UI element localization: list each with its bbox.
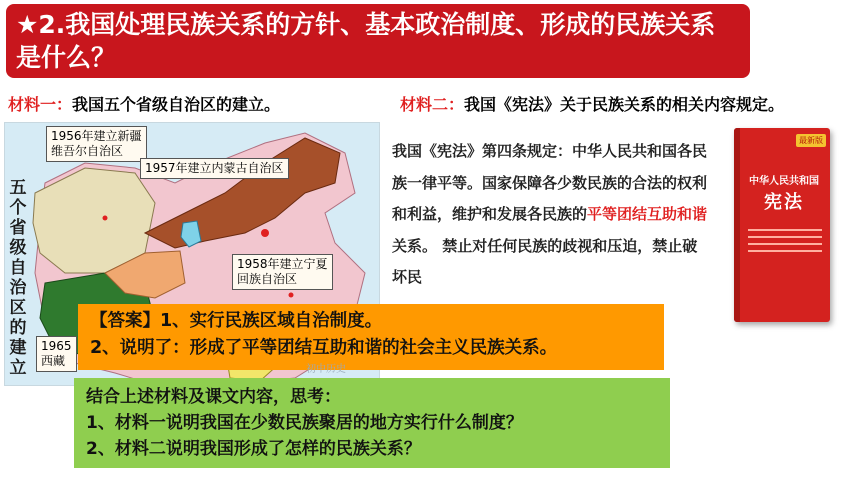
ningxia-callout-line1: 1958年建立宁夏 <box>237 257 328 271</box>
xinjiang-callout-line2: 维吾尔自治区 <box>51 144 124 158</box>
capital-marker <box>261 229 269 237</box>
slide-title: ★2.我国处理民族关系的方针、基本政治制度、形成的民族关系是什么？ <box>6 4 750 78</box>
constitution-text <box>392 136 708 294</box>
think-box <box>74 378 670 468</box>
ningxia-callout-line2: 回族自治区 <box>237 272 298 286</box>
ningxia-callout <box>232 254 333 290</box>
answer-line2: 2、说明了：形成了平等团结互助和谐的社会主义民族关系。 <box>90 338 558 358</box>
material2-prefix: 材料二： <box>400 95 465 114</box>
constitution-book-cover <box>734 128 830 322</box>
watermark: 初中历史 <box>306 364 346 375</box>
constitution-text-before: 我国《宪法》第四条规定：中华人民共和国各民族一律平等。国家保障各少数民族的合法的权利和利益，维护和发展各民族的 <box>392 142 708 223</box>
city-marker <box>289 293 294 298</box>
material2-label <box>400 92 784 115</box>
answer-line1: 【答案】1、实行民族区域自治制度。 <box>90 311 383 331</box>
xizang-callout-line1: 1965 <box>41 339 72 353</box>
constitution-text-after: 关系。 禁止对任何民族的歧视和压迫，禁止破坏民 <box>392 236 698 286</box>
xinjiang-callout-line1: 1956年建立新疆 <box>51 129 142 143</box>
material2-text: 我国《宪法》关于民族关系的相关内容规定。 <box>464 95 785 114</box>
city-marker <box>103 216 108 221</box>
think-line2: 1、材料一说明我国在少数民族聚居的地方实行什么制度？ <box>86 413 523 433</box>
book-title-small: 中华人民共和国 <box>749 176 819 187</box>
think-line3: 2、材料二说明我国形成了怎样的民族关系？ <box>86 439 421 459</box>
neimenggu-callout: 1957年建立内蒙古自治区 <box>140 158 289 179</box>
xizang-callout <box>36 336 77 372</box>
book-spine <box>734 128 740 322</box>
xinjiang-callout <box>46 126 147 162</box>
book-badge: 最新版 <box>796 134 826 147</box>
material1-prefix: 材料一： <box>8 95 73 114</box>
book-title-big: 宪法 <box>764 192 804 213</box>
xizang-callout-line2: 西藏 <box>41 354 66 368</box>
map-side-label: 五个省级自治区的建立 <box>9 178 27 378</box>
material1-text: 我国五个省级自治区的建立。 <box>72 95 281 114</box>
think-line1: 结合上述材料及课文内容，思考： <box>86 387 341 407</box>
book-decor-lines <box>748 224 822 257</box>
constitution-highlight: 平等团结互助和谐 <box>587 205 708 223</box>
material1-label <box>8 92 280 115</box>
answer-box <box>78 304 664 370</box>
